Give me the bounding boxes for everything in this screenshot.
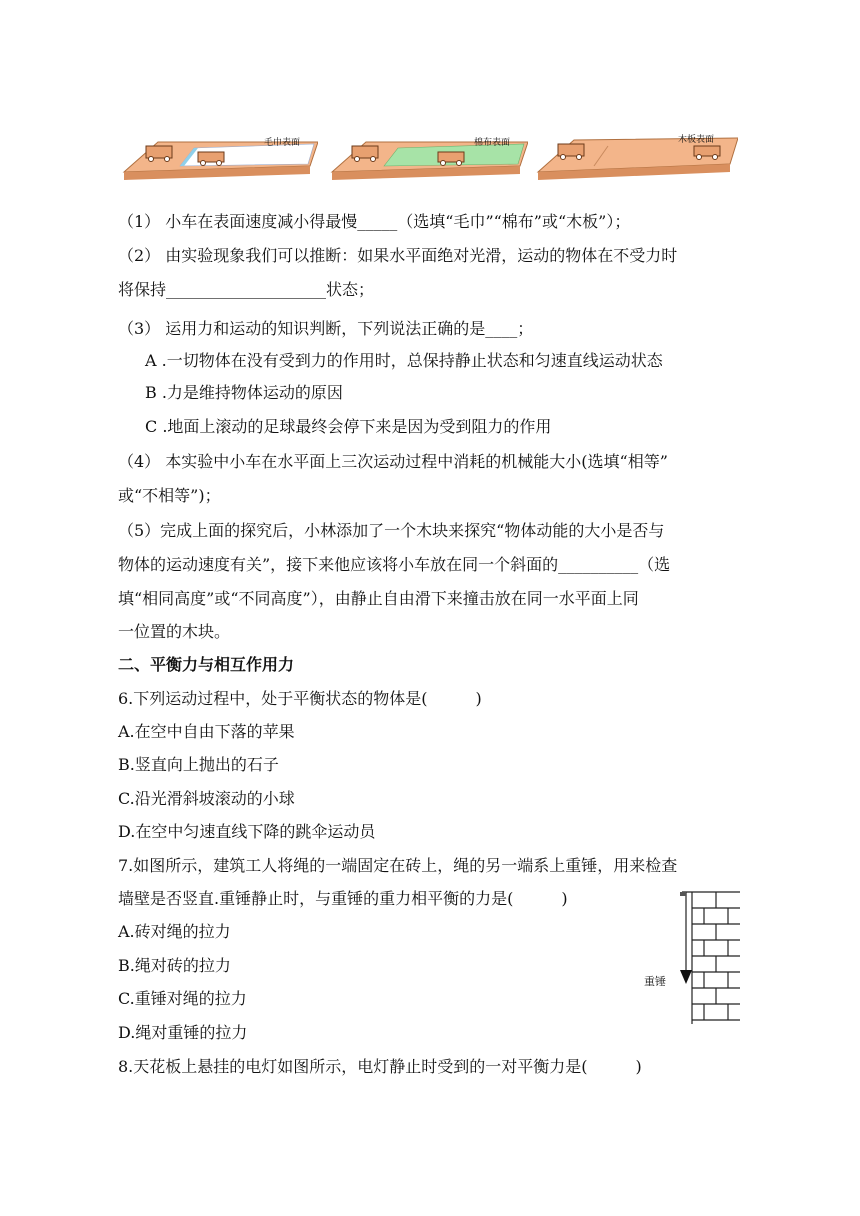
text-line: （1） 小车在表面速度减小得最慢_____（选填“毛巾”“棉布”或“木板”）；	[118, 212, 631, 231]
text-line: 将保持____________________状态；	[118, 280, 375, 299]
q7-option-d: D.绳对重锤的拉力	[118, 1023, 248, 1042]
experiment-figures	[118, 128, 738, 186]
q6-option-c: C.沿光滑斜坡滚动的小球	[118, 789, 295, 808]
text-line: 物体的运动速度有关”，接下来他应该将小车放在同一个斜面的__________（选	[118, 555, 671, 574]
text-line: （3） 运用力和运动的知识判断，下列说法正确的是____；	[118, 319, 534, 338]
option-line: B .力是维持物体运动的原因	[145, 383, 343, 402]
text-line: 填“相同高度”或“不同高度”），由静止自由滑下来撞击放在同一水平面上同	[118, 589, 639, 608]
q6-stem: 6.下列运动过程中，处于平衡状态的物体是( )	[118, 689, 482, 708]
wood-surface-figure	[534, 128, 738, 186]
text-line: 或“不相等”)；	[118, 486, 221, 505]
plumb-bob-label: 重锤	[644, 975, 666, 988]
option-line: C .地面上滚动的足球最终会停下来是因为受到阻力的作用	[145, 417, 552, 436]
q6-option-a: A.在空中自由下落的苹果	[118, 722, 295, 741]
text-line: 一位置的木块。	[118, 622, 231, 641]
q7-stem-line2: 墙壁是否竖直.重锤静止时，与重锤的重力相平衡的力是( )	[118, 889, 568, 908]
q7-stem-line1: 7.如图所示，建筑工人将绳的一端固定在砖上，绳的另一端系上重锤，用来检查	[118, 856, 678, 875]
cotton-surface-label: 棉布表面	[474, 138, 511, 148]
option-line: A .一切物体在没有受到力的作用时，总保持静止状态和匀速直线运动状态	[145, 351, 663, 370]
towel-surface-label: 毛巾表面	[264, 138, 301, 148]
q6-option-b: B.竖直向上抛出的石子	[118, 755, 279, 774]
text-line: （4） 本实验中小车在水平面上三次运动过程中消耗的机械能大小(选填“相等”	[118, 452, 668, 471]
cotton-surface-figure	[328, 128, 528, 186]
text-line: （2） 由实验现象我们可以推断：如果水平面绝对光滑，运动的物体在不受力时	[118, 246, 678, 265]
plumb-bob-figure	[642, 888, 740, 1028]
q8-stem: 8.天花板上悬挂的电灯如图所示，电灯静止时受到的一对平衡力是( )	[118, 1057, 642, 1076]
q7-option-b: B.绳对砖的拉力	[118, 956, 231, 975]
q7-option-a: A.砖对绳的拉力	[118, 922, 231, 941]
section-title: 二、平衡力与相互作用力	[118, 655, 295, 674]
text-line: （5）完成上面的探究后，小林添加了一个木块来探究“物体动能的大小是否与	[118, 521, 665, 540]
wood-surface-label: 木板表面	[678, 135, 715, 145]
q6-option-d: D.在空中匀速直线下降的跳伞运动员	[118, 822, 376, 841]
towel-surface-figure	[118, 128, 318, 186]
q7-option-c: C.重锤对绳的拉力	[118, 989, 247, 1008]
brick-wall-drawing	[642, 888, 740, 1028]
